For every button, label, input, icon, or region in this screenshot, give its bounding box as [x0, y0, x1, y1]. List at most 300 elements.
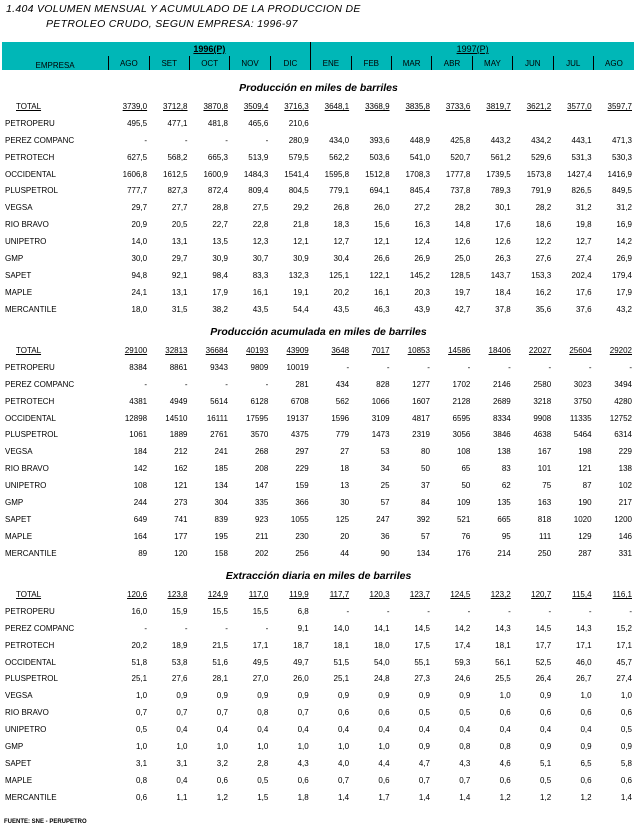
value-cell	[432, 182, 472, 199]
total-row	[2, 586, 634, 603]
value-cell	[432, 233, 472, 250]
value-text: 20,3	[414, 287, 430, 297]
value-text: 27,4	[575, 253, 592, 263]
table-row	[2, 704, 634, 721]
table-row	[2, 284, 634, 301]
value-text: 530,3	[611, 152, 632, 162]
value-cell	[149, 494, 189, 511]
value-cell	[392, 376, 432, 393]
company-name-text: UNIPETRO	[5, 725, 47, 735]
value-text: 2761	[210, 430, 228, 440]
company-name-text: MAPLE	[5, 287, 33, 297]
value-cell	[594, 426, 634, 443]
value-text: 43,5	[252, 304, 269, 314]
value-cell	[553, 115, 593, 132]
value-cell	[351, 376, 391, 393]
company-name	[2, 511, 109, 528]
value-text: 19,8	[575, 220, 592, 230]
value-text: 1777,8	[445, 169, 471, 179]
value-cell	[553, 426, 593, 443]
value-text: 529,6	[531, 152, 552, 162]
table-row	[2, 301, 634, 318]
value-cell	[230, 182, 270, 199]
value-cell	[270, 166, 310, 183]
value-cell	[351, 637, 391, 654]
value-text: -	[629, 606, 632, 616]
value-cell	[392, 182, 432, 199]
value-text: 30,7	[252, 253, 269, 263]
value-cell	[230, 267, 270, 284]
value-text: 217	[618, 497, 632, 507]
value-cell	[270, 132, 310, 149]
value-cell	[351, 426, 391, 443]
value-text: 13,5	[212, 237, 228, 247]
value-text: 1,4	[418, 792, 430, 802]
table-row	[2, 250, 634, 267]
value-cell	[472, 98, 512, 115]
value-cell	[594, 738, 634, 755]
value-text: 256	[295, 548, 309, 558]
value-text: 1708,3	[405, 169, 430, 179]
value-cell	[392, 426, 432, 443]
value-text: 162	[174, 464, 188, 474]
value-cell	[149, 704, 189, 721]
title-line-1: 1.404 VOLUMEN MENSUAL Y ACUMULADO DE LA PRODUCCION DE	[6, 3, 361, 15]
value-cell	[270, 477, 310, 494]
company-name	[2, 149, 109, 166]
company-name	[2, 545, 109, 562]
value-cell	[513, 149, 553, 166]
table-row	[2, 477, 634, 494]
value-cell	[270, 250, 310, 267]
value-cell	[553, 460, 593, 477]
value-text: 123,8	[167, 589, 188, 599]
value-cell	[149, 721, 189, 738]
value-cell	[392, 494, 432, 511]
value-text: 62	[501, 481, 511, 491]
company-name	[2, 216, 109, 233]
value-cell	[230, 477, 270, 494]
value-cell	[351, 166, 391, 183]
value-text: 737,8	[450, 186, 471, 196]
value-cell	[230, 789, 270, 806]
value-text: 287	[578, 548, 592, 558]
company-name-text: PLUSPETROL	[5, 430, 58, 440]
table-row	[2, 603, 634, 620]
value-text: 25,1	[333, 674, 350, 684]
value-text: 190	[578, 497, 592, 507]
company-name	[2, 284, 109, 301]
value-text: -	[184, 379, 188, 389]
value-cell	[190, 620, 230, 637]
value-text: 111	[538, 531, 552, 541]
value-cell	[109, 216, 149, 233]
value-cell	[472, 250, 512, 267]
value-cell	[149, 637, 189, 654]
value-text: 828	[376, 379, 390, 389]
value-cell	[109, 545, 149, 562]
company-name	[2, 182, 109, 199]
month-header: DIC	[270, 56, 310, 70]
value-text: 562	[335, 396, 350, 406]
company-name	[2, 166, 109, 183]
value-text: 25,1	[131, 674, 148, 684]
value-cell	[311, 267, 351, 284]
value-text: 779,1	[329, 186, 350, 196]
value-text: 3648	[331, 345, 350, 355]
value-cell	[594, 132, 634, 149]
value-cell	[109, 132, 149, 149]
value-cell	[109, 637, 149, 654]
value-text: 425,8	[450, 135, 471, 145]
value-cell	[270, 755, 310, 772]
value-cell	[230, 393, 270, 410]
company-name-text: VEGSA	[5, 203, 33, 213]
value-cell	[109, 98, 149, 115]
value-cell	[311, 166, 351, 183]
value-cell	[109, 376, 149, 393]
value-cell	[553, 182, 593, 199]
value-cell	[109, 182, 149, 199]
value-text: -	[225, 135, 228, 145]
value-text: 0,6	[499, 775, 511, 785]
value-cell	[432, 149, 472, 166]
value-text: 27,2	[414, 203, 430, 213]
value-text: 18,4	[495, 287, 511, 297]
value-cell	[311, 494, 351, 511]
value-text: 55,1	[414, 657, 430, 667]
value-cell	[190, 637, 230, 654]
value-cell	[311, 199, 351, 216]
value-cell	[553, 670, 593, 687]
value-text: 2689	[492, 396, 511, 406]
value-cell	[351, 545, 391, 562]
company-name	[2, 359, 109, 376]
value-text: 36	[380, 531, 390, 541]
value-text: 17,9	[212, 287, 228, 297]
value-cell	[351, 460, 391, 477]
document-title	[6, 2, 361, 32]
company-name-text: PEREZ COMPANC	[5, 379, 75, 389]
value-text: 12,7	[333, 237, 350, 247]
value-text: 1596	[331, 413, 350, 423]
value-cell	[553, 301, 593, 318]
value-text: 495,5	[127, 118, 148, 128]
value-cell	[230, 460, 270, 477]
value-cell	[392, 250, 432, 267]
value-cell	[553, 586, 593, 603]
value-cell	[513, 772, 553, 789]
value-text: 29202	[609, 345, 632, 355]
value-cell	[513, 545, 553, 562]
value-cell	[513, 426, 553, 443]
value-cell	[472, 789, 512, 806]
value-cell	[553, 637, 593, 654]
value-cell	[311, 376, 351, 393]
value-text: 35,6	[535, 304, 552, 314]
value-cell	[392, 132, 432, 149]
value-text: 1,0	[257, 741, 269, 751]
value-text: 1473	[371, 430, 390, 440]
table-row	[2, 182, 634, 199]
value-cell	[311, 342, 351, 359]
value-text: 31,2	[575, 203, 592, 213]
value-text: 2146	[492, 379, 511, 389]
value-text: 29,2	[293, 203, 309, 213]
value-cell	[553, 721, 593, 738]
total-row	[2, 98, 634, 115]
value-text: 1055	[290, 514, 309, 524]
value-text: 52,5	[535, 657, 552, 667]
value-text: 167	[537, 447, 552, 457]
value-cell	[553, 393, 593, 410]
value-text: 561,2	[490, 152, 511, 162]
value-cell	[553, 654, 593, 671]
value-text: 83,3	[252, 270, 269, 280]
table-row	[2, 166, 634, 183]
value-cell	[472, 654, 512, 671]
value-cell	[351, 301, 391, 318]
value-cell	[553, 755, 593, 772]
value-text: -	[588, 606, 592, 616]
value-text: 0,6	[540, 708, 552, 718]
company-name	[2, 654, 109, 671]
value-cell	[311, 359, 351, 376]
value-cell	[270, 586, 310, 603]
value-cell	[513, 359, 553, 376]
company-name	[2, 250, 109, 267]
value-cell	[472, 342, 512, 359]
value-text: 1595,8	[324, 169, 350, 179]
company-name	[2, 233, 109, 250]
value-text: 128,5	[450, 270, 471, 280]
value-cell	[351, 149, 391, 166]
value-text: 138	[618, 464, 632, 474]
value-text: 4817	[412, 413, 430, 423]
value-cell	[109, 267, 149, 284]
value-text: 16,3	[414, 220, 430, 230]
value-text: 1,2	[499, 792, 511, 802]
value-text: 14510	[165, 413, 188, 423]
value-text: 54,0	[373, 657, 390, 667]
value-cell	[594, 284, 634, 301]
value-text: 13	[340, 481, 350, 491]
value-text: 27	[340, 447, 350, 457]
value-text: 393,6	[369, 135, 390, 145]
value-cell	[432, 376, 472, 393]
value-text: 43909	[286, 345, 309, 355]
value-text: 434	[335, 379, 350, 389]
value-cell	[230, 149, 270, 166]
value-text: 49,5	[252, 657, 269, 667]
value-text: 434,2	[531, 135, 552, 145]
company-name-text: OCCIDENTAL	[5, 413, 56, 423]
value-text: 0,5	[418, 708, 430, 718]
value-text: 0,9	[378, 691, 390, 701]
value-cell	[270, 359, 310, 376]
value-cell	[513, 342, 553, 359]
value-text: 4949	[169, 396, 188, 406]
value-cell	[109, 199, 149, 216]
value-cell	[472, 603, 512, 620]
value-text: 123,2	[490, 589, 511, 599]
value-cell	[472, 443, 512, 460]
value-cell	[190, 301, 230, 318]
value-cell	[472, 267, 512, 284]
value-text: 280,9	[288, 135, 309, 145]
value-text: 3733,6	[445, 101, 471, 111]
value-text: 1889	[169, 430, 188, 440]
value-text: 18406	[488, 345, 511, 355]
value-text: 56,1	[495, 657, 511, 667]
value-text: 229	[295, 464, 309, 474]
value-text: 177	[174, 531, 188, 541]
value-text: 26,9	[616, 253, 632, 263]
value-text: 5,1	[540, 758, 552, 768]
value-cell	[149, 216, 189, 233]
value-text: -	[265, 379, 269, 389]
value-text: 117,0	[248, 589, 269, 599]
value-cell	[230, 704, 270, 721]
value-cell	[513, 721, 553, 738]
value-text: 4,4	[378, 758, 390, 768]
value-text: 1,2	[216, 792, 228, 802]
value-cell	[270, 620, 310, 637]
value-cell	[230, 494, 270, 511]
value-text: 12898	[124, 413, 148, 423]
company-name-text: PEREZ COMPANC	[5, 135, 75, 145]
value-cell	[594, 494, 634, 511]
value-text: 90	[380, 548, 390, 558]
table-row	[2, 199, 634, 216]
value-text: 0,8	[499, 741, 511, 751]
value-text: 125,1	[329, 270, 350, 280]
year-1996-header: 1996(P)	[109, 42, 311, 56]
value-text: 1020	[573, 514, 592, 524]
value-text: 24,6	[454, 674, 471, 684]
value-text: 531,3	[571, 152, 592, 162]
value-cell	[109, 772, 149, 789]
value-cell	[351, 182, 391, 199]
value-cell	[190, 426, 230, 443]
value-text: 208	[254, 464, 269, 474]
value-cell	[594, 301, 634, 318]
value-cell	[392, 216, 432, 233]
company-name	[2, 132, 109, 149]
value-cell	[230, 755, 270, 772]
value-text: 1484,3	[243, 169, 269, 179]
value-text: 9,1	[297, 623, 309, 633]
value-cell	[109, 704, 149, 721]
company-name-text: PETROPERU	[5, 118, 55, 128]
value-cell	[230, 410, 270, 427]
month-header: FEB	[351, 56, 391, 70]
value-text: 443,1	[571, 135, 592, 145]
value-text: 53	[380, 447, 390, 457]
value-cell	[230, 376, 270, 393]
value-cell	[230, 443, 270, 460]
value-cell	[594, 166, 634, 183]
value-cell	[149, 250, 189, 267]
value-cell	[230, 603, 270, 620]
value-cell	[513, 755, 553, 772]
value-cell	[594, 721, 634, 738]
company-name	[2, 494, 109, 511]
value-text: 481,8	[207, 118, 228, 128]
value-text: 14,8	[454, 220, 471, 230]
value-text: 1739,5	[486, 169, 511, 179]
value-cell	[472, 284, 512, 301]
value-cell	[109, 393, 149, 410]
value-cell	[513, 182, 553, 199]
value-text: 3218	[533, 396, 552, 406]
value-cell	[351, 603, 391, 620]
company-name-text: MERCANTILE	[5, 548, 57, 558]
value-text: 804,5	[288, 186, 309, 196]
value-cell	[553, 376, 593, 393]
value-cell	[190, 603, 230, 620]
table-header	[2, 42, 634, 70]
value-text: 18,1	[495, 640, 511, 650]
value-text: 14,3	[495, 623, 511, 633]
value-cell	[432, 115, 472, 132]
value-text: 65	[461, 464, 471, 474]
company-name	[2, 477, 109, 494]
value-text: 29,7	[131, 203, 148, 213]
value-cell	[230, 528, 270, 545]
value-text: 562,2	[329, 152, 350, 162]
value-text: 4381	[129, 396, 148, 406]
value-text: 19,7	[454, 287, 471, 297]
value-text: 1427,4	[567, 169, 592, 179]
value-text: 123,7	[409, 589, 430, 599]
value-cell	[230, 654, 270, 671]
table-row	[2, 637, 634, 654]
value-text: 28,1	[212, 674, 228, 684]
value-cell	[472, 545, 512, 562]
value-cell	[432, 166, 472, 183]
value-cell	[270, 182, 310, 199]
value-text: -	[386, 606, 390, 616]
value-text: 0,8	[459, 741, 471, 751]
value-text: 31,5	[171, 304, 188, 314]
value-cell	[311, 704, 351, 721]
value-text: 4375	[290, 430, 309, 440]
value-text: 20,9	[131, 220, 148, 230]
value-cell	[311, 115, 351, 132]
value-cell	[230, 721, 270, 738]
value-cell	[149, 443, 189, 460]
value-cell	[392, 704, 432, 721]
month-header: ABR	[432, 56, 472, 70]
value-cell	[270, 687, 310, 704]
value-text: 179,4	[611, 270, 632, 280]
value-cell	[392, 772, 432, 789]
value-text: 0,4	[176, 775, 188, 785]
value-text: 17,7	[535, 640, 552, 650]
value-text: 214	[497, 548, 511, 558]
value-text: 31,2	[616, 203, 632, 213]
value-cell	[190, 98, 230, 115]
value-text: 16,1	[252, 287, 269, 297]
value-text: 827,3	[167, 186, 188, 196]
value-text: 14,1	[373, 623, 390, 633]
value-cell	[351, 511, 391, 528]
value-cell	[270, 637, 310, 654]
company-name-text: MAPLE	[5, 531, 33, 541]
value-cell	[109, 301, 149, 318]
value-cell	[594, 477, 634, 494]
